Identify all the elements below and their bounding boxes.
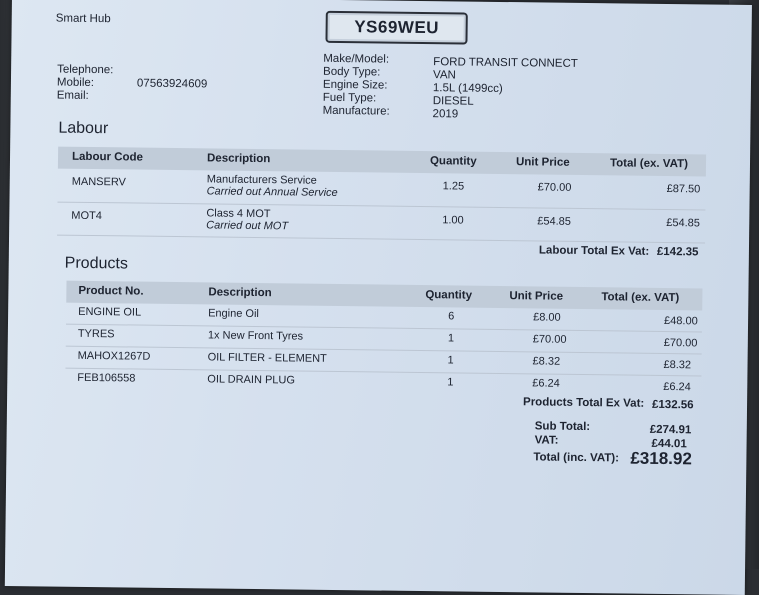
products-header-number: Product No. (78, 284, 144, 298)
manufacture-value: 2019 (432, 108, 459, 121)
labour-description-detail: Carried out MOT (206, 219, 289, 233)
product-row (65, 372, 701, 398)
vat-value: £44.01 (651, 437, 687, 451)
labour-total: £54.85 (666, 217, 701, 230)
mobile-value: 07563924609 (136, 77, 208, 91)
product-total: £8.32 (663, 358, 692, 372)
labour-title: Labour (58, 119, 109, 138)
engine-value: 1.5L (1499cc) (432, 82, 503, 96)
labour-header-description: Description (206, 152, 271, 166)
labour-total-value: £142.35 (656, 245, 699, 259)
labour-row (57, 174, 705, 210)
product-unit-price: £70.00 (532, 333, 567, 346)
products-total-label: Products Total Ex Vat: (523, 396, 645, 410)
fuel-label: Fuel Type: (322, 91, 377, 105)
email-label: Email: (56, 89, 89, 102)
registration-plate: YS69WEU (325, 11, 467, 45)
engine-label: Engine Size: (322, 78, 388, 92)
grand-total-label: Total (inc. VAT): (533, 451, 620, 465)
labour-header-code: Labour Code (71, 150, 144, 164)
product-quantity: 1 (447, 354, 454, 367)
product-total: £6.24 (663, 380, 691, 394)
fuel-value: DIESEL (432, 95, 474, 108)
product-quantity: 1 (447, 376, 454, 389)
labour-quantity: 1.00 (442, 214, 464, 227)
labour-description: Manufacturers Service (206, 173, 317, 187)
labour-header-quantity: Quantity (429, 155, 477, 168)
company-name: Smart Hub (55, 12, 111, 26)
labour-quantity: 1.25 (442, 180, 465, 193)
manufacture-label: Manufacture: (322, 104, 390, 118)
products-title: Products (64, 254, 128, 273)
product-number: TYRES (77, 327, 115, 341)
labour-table-header (58, 147, 706, 177)
labour-total: £87.50 (666, 183, 701, 196)
products-header-quantity: Quantity (425, 289, 473, 302)
telephone-label: Telephone: (57, 63, 114, 77)
product-description: 1x New Front Tyres (207, 329, 304, 343)
labour-unit-price: £70.00 (537, 181, 572, 194)
product-number: ENGINE OIL (78, 305, 142, 319)
product-number: FEB106558 (77, 371, 136, 385)
product-description: OIL DRAIN PLUG (207, 373, 296, 387)
labour-description: Class 4 MOT (206, 207, 271, 221)
products-header-total: Total (ex. VAT) (601, 291, 680, 305)
labour-total-label: Labour Total Ex Vat: (538, 244, 650, 258)
product-total: £70.00 (663, 336, 698, 350)
labour-code: MANSERV (71, 175, 127, 189)
product-unit-price: £8.00 (533, 311, 561, 324)
products-header-description: Description (208, 286, 272, 300)
labour-header-unit-price: Unit Price (515, 156, 570, 169)
labour-description-detail: Carried out Annual Service (206, 185, 338, 199)
product-unit-price: £6.24 (532, 377, 560, 390)
subtotal-value: £274.91 (649, 423, 692, 437)
make-label: Make/Model: (323, 52, 390, 66)
vat-label: VAT: (534, 434, 559, 447)
labour-code: MOT4 (71, 209, 102, 223)
labour-unit-price: £54.85 (537, 215, 572, 228)
make-value: FORD TRANSIT CONNECT (433, 56, 578, 70)
subtotal-label: Sub Total: (534, 420, 591, 434)
product-quantity: 1 (447, 332, 455, 345)
body-label: Body Type: (323, 65, 381, 79)
product-number: MAHOX1267D (77, 349, 151, 363)
product-total: £48.00 (664, 314, 698, 328)
products-total-value: £132.56 (651, 398, 694, 412)
grand-total-value: £318.92 (630, 448, 692, 469)
product-unit-price: £8.32 (532, 355, 561, 368)
product-quantity: 6 (448, 310, 455, 323)
invoice-sheet (5, 0, 752, 595)
product-description: OIL FILTER - ELEMENT (207, 351, 327, 365)
mobile-label: Mobile: (56, 76, 95, 90)
body-value: VAN (432, 69, 456, 82)
products-header-unit-price: Unit Price (509, 290, 564, 303)
labour-header-total: Total (ex. VAT) (609, 157, 689, 171)
product-description: Engine Oil (208, 307, 259, 321)
